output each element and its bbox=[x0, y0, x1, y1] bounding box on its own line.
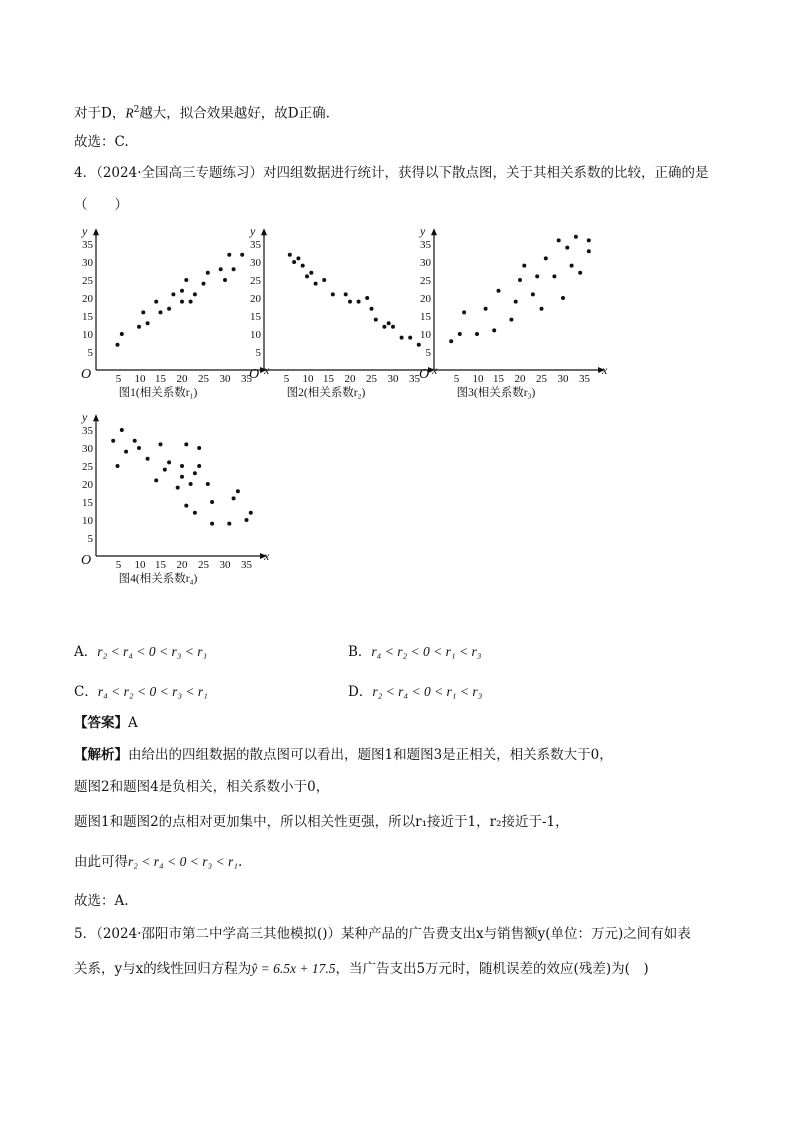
chart1-data-point bbox=[219, 267, 223, 271]
chart4-x-tick-label: 35 bbox=[241, 559, 252, 571]
option-b-expr: r₄ < r₂ < 0 < r₁ < r₃ bbox=[371, 644, 482, 659]
chart3-data-point bbox=[458, 332, 462, 336]
analysis-line4-prefix: 由此可得 bbox=[74, 854, 128, 870]
q5-stem-line2 bbox=[74, 960, 649, 978]
chart1-y-tick-label: 35 bbox=[82, 239, 93, 251]
chart4-data-point bbox=[120, 428, 124, 432]
chart1-y-tick-label: 25 bbox=[82, 275, 93, 287]
chart4-data-point bbox=[236, 489, 240, 493]
chart1-x-tick-label: 5 bbox=[115, 373, 122, 385]
chart4-data-point bbox=[210, 500, 214, 504]
chart1-x-tick-label: 15 bbox=[155, 373, 166, 385]
chart4-data-point bbox=[245, 518, 249, 522]
q4-stem-line2: （ ） bbox=[74, 197, 128, 213]
chart2-data-point bbox=[408, 336, 412, 340]
chart2-x-tick-label: 5 bbox=[283, 373, 290, 385]
chart4-data-point bbox=[193, 471, 197, 475]
chart3-data-point bbox=[484, 307, 488, 311]
chart1-data-point bbox=[180, 289, 184, 293]
chart1-data-point bbox=[206, 271, 210, 275]
chart3-y-tick-label: 5 bbox=[425, 347, 431, 359]
chart4-y-label: y bbox=[82, 410, 88, 425]
chart3-data-point bbox=[574, 235, 578, 239]
chart2-y-arrow-icon bbox=[261, 228, 267, 235]
chart4-data-point bbox=[116, 464, 120, 468]
chart3-y-tick-label: 15 bbox=[420, 311, 431, 323]
chart4-x-tick-label: 30 bbox=[219, 559, 231, 571]
chart1-data-point bbox=[223, 278, 227, 282]
chart2-y-tick-label: 15 bbox=[250, 311, 261, 323]
chart3-data-point bbox=[540, 307, 544, 311]
chart3-data-point bbox=[544, 256, 548, 260]
chart3-data-point bbox=[535, 274, 539, 278]
analysis-line2: 题图2和题图4是负相关，相关系数小于0， bbox=[74, 779, 330, 795]
chart4-data-point bbox=[111, 439, 115, 443]
chart3-y-label: y bbox=[420, 224, 426, 239]
chart4-x-tick-label: 20 bbox=[176, 559, 188, 571]
chart4-data-point bbox=[137, 446, 141, 450]
answer-tag: 【答案】 bbox=[74, 715, 128, 731]
chart3-data-point bbox=[497, 289, 501, 293]
chart2-origin-label: O bbox=[249, 367, 260, 382]
chart3-data-point bbox=[578, 271, 582, 275]
option-c-expr: r₄ < r₂ < 0 < r₃ < r₁ bbox=[97, 684, 208, 699]
chart1-data-point bbox=[180, 300, 184, 304]
q5-stem-line1: 5．（2024·邵阳市第二中学高三其他模拟()）某种产品的广告费支出x与销售额y(单位：万元)之间有如表 bbox=[74, 926, 691, 942]
chart4-y-tick-label: 25 bbox=[82, 461, 93, 473]
chart2-x-tick-label: 35 bbox=[409, 373, 420, 385]
chart4-data-point bbox=[133, 439, 137, 443]
chart3-data-point bbox=[518, 278, 522, 282]
chart3-caption: 图3(相关系数r₃) bbox=[456, 387, 536, 399]
chart2-y-tick-label: 30 bbox=[250, 257, 261, 269]
chart4-data-point bbox=[189, 482, 193, 486]
chart2-data-point bbox=[357, 300, 361, 304]
chart1-data-point bbox=[159, 310, 163, 314]
chart3-data-point bbox=[492, 328, 496, 332]
chart2-data-point bbox=[314, 282, 318, 286]
option-d[interactable] bbox=[348, 680, 482, 700]
chart2-data-point bbox=[417, 343, 421, 347]
chart4-data-point bbox=[249, 511, 253, 515]
chart1-data-point bbox=[120, 332, 124, 336]
chart2-data-point bbox=[400, 336, 404, 340]
chart4-y-tick-label: 5 bbox=[87, 533, 93, 545]
chart2-data-point bbox=[374, 318, 378, 322]
chart3-data-point bbox=[565, 246, 569, 250]
chart3-data-point bbox=[557, 238, 561, 242]
chart4-y-tick-label: 10 bbox=[82, 515, 93, 527]
chart4-data-point bbox=[227, 522, 231, 526]
chart3-x-tick-label: 20 bbox=[514, 373, 526, 385]
answer-value: A bbox=[128, 715, 138, 731]
chart3-x-tick-label: 25 bbox=[536, 373, 547, 385]
answer-line bbox=[74, 714, 138, 732]
analysis-line4 bbox=[74, 853, 242, 871]
chart2-data-point bbox=[301, 264, 305, 268]
chart4-data-point bbox=[180, 475, 184, 479]
option-b[interactable] bbox=[348, 640, 481, 660]
chart3-x-tick-label: 15 bbox=[493, 373, 504, 385]
chart4-data-point bbox=[159, 442, 163, 446]
chart3-y-arrow-icon bbox=[431, 228, 437, 235]
chart3-data-point bbox=[531, 292, 535, 296]
chart1-y-arrow-icon bbox=[93, 228, 99, 235]
chart2-data-point bbox=[331, 292, 335, 296]
chart3-data-point bbox=[570, 264, 574, 268]
chart1-data-point bbox=[141, 310, 145, 314]
chart1-x-tick-label: 30 bbox=[219, 373, 231, 385]
chart3-data-point bbox=[462, 310, 466, 314]
chart1-y-tick-label: 5 bbox=[87, 347, 93, 359]
chart3-data-point bbox=[475, 332, 479, 336]
chart1-data-point bbox=[202, 282, 206, 286]
q5-line2-a: 关系，y与x的线性回归方程为 bbox=[74, 961, 252, 977]
analysis-text1: 由给出的四组数据的散点图可以看出，题图1和题图3是正相关，相关系数大于0， bbox=[128, 747, 613, 763]
chart2-x-label: x bbox=[432, 363, 438, 377]
chart4-y-tick-label: 15 bbox=[82, 497, 93, 509]
option-d-expr: r₂ < r₄ < 0 < r₁ < r₃ bbox=[372, 684, 483, 699]
chart2-y-tick-label: 25 bbox=[250, 275, 261, 287]
chart2-data-point bbox=[382, 325, 386, 329]
chart1-y-label: y bbox=[82, 224, 88, 239]
chart4-data-point bbox=[232, 496, 236, 500]
chart2-x-tick-label: 25 bbox=[366, 373, 377, 385]
q4-stem-line1: 4．（2024·全国高三专题练习）对四组数据进行统计，获得以下散点图，关于其相关系数的比较，正确的是 bbox=[74, 165, 709, 181]
option-d-label: D． bbox=[348, 684, 373, 700]
chart4-data-point bbox=[180, 464, 184, 468]
chart1-data-point bbox=[184, 278, 188, 282]
intro-choice: 故选：C. bbox=[74, 134, 129, 150]
chart2-x-tick-label: 15 bbox=[323, 373, 334, 385]
chart4-x-tick-label: 10 bbox=[134, 559, 146, 571]
chart2-data-point bbox=[344, 292, 348, 296]
chart3-data-point bbox=[587, 249, 591, 253]
chart1-y-tick-label: 15 bbox=[82, 311, 93, 323]
option-c-label: C． bbox=[74, 684, 98, 700]
analysis-line3: 题图1和题图2的点相对更加集中，所以相关性更强，所以r₁接近于1，r₂接近于-1， bbox=[74, 814, 569, 830]
option-b-label: B． bbox=[348, 644, 372, 660]
chart4-data-point bbox=[197, 446, 201, 450]
chart4-caption: 图4(相关系数r₄) bbox=[118, 573, 198, 585]
intro-d-rest: 越大，拟合效果越好，故D正确. bbox=[139, 105, 330, 122]
chart4-y-arrow-icon bbox=[93, 414, 99, 421]
chart3-data-point bbox=[449, 339, 453, 343]
chart1-data-point bbox=[146, 321, 150, 325]
chart3-y-tick-label: 25 bbox=[420, 275, 431, 287]
analysis-line4-expr: r₂ < r₄ < 0 < r₃ < r₁ bbox=[128, 854, 238, 869]
chart1-data-point bbox=[171, 292, 175, 296]
chart3-data-point bbox=[561, 296, 565, 300]
chart2-y-label: y bbox=[250, 224, 256, 239]
chart2-data-point bbox=[292, 260, 296, 264]
chart1-x-tick-label: 25 bbox=[198, 373, 209, 385]
option-a-label: A． bbox=[74, 644, 98, 660]
chart1-data-point bbox=[240, 253, 244, 257]
chart4-x-tick-label: 25 bbox=[198, 559, 209, 571]
chart3-data-point bbox=[552, 274, 556, 278]
chart1-y-tick-label: 20 bbox=[82, 293, 93, 305]
intro-d-prefix: 对于D， bbox=[74, 105, 126, 122]
chart4-data-point bbox=[124, 450, 128, 454]
chart1-data-point bbox=[189, 300, 193, 304]
chart1-y-tick-label: 30 bbox=[82, 257, 93, 269]
chart3-data-point bbox=[522, 264, 526, 268]
chart4-data-point bbox=[197, 464, 201, 468]
chart1-x-tick-label: 10 bbox=[134, 373, 146, 385]
r-squared-sup: 2 bbox=[133, 105, 140, 115]
chart4-data-point bbox=[154, 478, 158, 482]
chart2-data-point bbox=[309, 271, 313, 275]
chart4-data-point bbox=[176, 486, 180, 490]
chart3-data-point bbox=[509, 318, 513, 322]
chart4-data-point bbox=[210, 522, 214, 526]
analysis-line1 bbox=[74, 746, 613, 764]
r-squared-symbol: R bbox=[125, 105, 134, 121]
chart2-data-point bbox=[305, 274, 309, 278]
chart3-x-label: x bbox=[602, 363, 608, 377]
chart4-y-tick-label: 35 bbox=[82, 425, 93, 437]
chart3-y-tick-label: 10 bbox=[420, 329, 431, 341]
chart4-data-point bbox=[167, 460, 171, 464]
chart4-y-tick-label: 30 bbox=[82, 443, 93, 455]
chart3-x-tick-label: 30 bbox=[557, 373, 569, 385]
chart1-x-tick-label: 35 bbox=[241, 373, 252, 385]
q5-line2-b: ，当广告支出5万元时，随机误差的效应(残差)为( ) bbox=[335, 961, 649, 977]
chart4-x-tick-label: 5 bbox=[115, 559, 122, 571]
chart2-data-point bbox=[387, 321, 391, 325]
chart3-data-point bbox=[587, 238, 591, 242]
chart2-x-tick-label: 10 bbox=[302, 373, 314, 385]
chart4-origin-label: O bbox=[81, 553, 92, 568]
chart1-x-tick-label: 20 bbox=[176, 373, 188, 385]
chart1-origin-label: O bbox=[81, 367, 92, 382]
chart1-data-point bbox=[193, 292, 197, 296]
chart2-y-tick-label: 5 bbox=[255, 347, 261, 359]
chart1-data-point bbox=[167, 307, 171, 311]
chart2-data-point bbox=[322, 278, 326, 282]
chart1-x-label: x bbox=[264, 363, 270, 377]
analysis-tag: 【解析】 bbox=[74, 747, 128, 763]
chart4-x-label: x bbox=[264, 549, 270, 563]
chart3-y-tick-label: 30 bbox=[420, 257, 431, 269]
chart2-data-point bbox=[391, 325, 395, 329]
chart1-data-point bbox=[232, 267, 236, 271]
option-c[interactable] bbox=[74, 680, 208, 700]
q4-choice: 故选：A. bbox=[74, 893, 129, 909]
chart2-data-point bbox=[365, 296, 369, 300]
chart3-y-tick-label: 35 bbox=[420, 239, 431, 251]
chart4-data-point bbox=[184, 504, 188, 508]
chart4-x-tick-label: 15 bbox=[155, 559, 166, 571]
regression-equation: ŷ = 6.5x + 17.5 bbox=[251, 961, 336, 976]
chart3-origin-label: O bbox=[419, 367, 430, 382]
chart2-x-tick-label: 20 bbox=[344, 373, 356, 385]
chart4-data-point bbox=[163, 468, 167, 472]
chart4-data-point bbox=[206, 482, 210, 486]
chart4-y-tick-label: 20 bbox=[82, 479, 93, 491]
chart3-y-tick-label: 20 bbox=[420, 293, 431, 305]
chart1-caption: 图1(相关系数r₁) bbox=[118, 387, 198, 399]
chart2-data-point bbox=[348, 300, 352, 304]
option-a-expr: r₂ < r₄ < 0 < r₃ < r₁ bbox=[97, 644, 208, 659]
chart1-y-tick-label: 10 bbox=[82, 329, 93, 341]
chart2-y-tick-label: 20 bbox=[250, 293, 261, 305]
chart1-data-point bbox=[227, 253, 231, 257]
option-a[interactable] bbox=[74, 640, 207, 660]
analysis-line4-suffix: . bbox=[237, 854, 243, 870]
chart2-data-point bbox=[296, 256, 300, 260]
chart3-data-point bbox=[514, 300, 518, 304]
chart1-data-point bbox=[154, 300, 158, 304]
chart2-y-tick-label: 10 bbox=[250, 329, 261, 341]
chart2-caption: 图2(相关系数r₂) bbox=[286, 387, 366, 399]
chart3-x-tick-label: 10 bbox=[472, 373, 484, 385]
chart1-data-point bbox=[116, 343, 120, 347]
chart3-x-tick-label: 35 bbox=[579, 373, 590, 385]
chart1-data-point bbox=[137, 325, 141, 329]
chart4-data-point bbox=[184, 442, 188, 446]
chart2-data-point bbox=[370, 307, 374, 311]
chart4-data-point bbox=[146, 457, 150, 461]
chart2-y-tick-label: 35 bbox=[250, 239, 261, 251]
chart2-x-tick-label: 30 bbox=[387, 373, 399, 385]
chart4-data-point bbox=[193, 511, 197, 515]
chart2-data-point bbox=[288, 253, 292, 257]
chart3-x-tick-label: 5 bbox=[453, 373, 460, 385]
